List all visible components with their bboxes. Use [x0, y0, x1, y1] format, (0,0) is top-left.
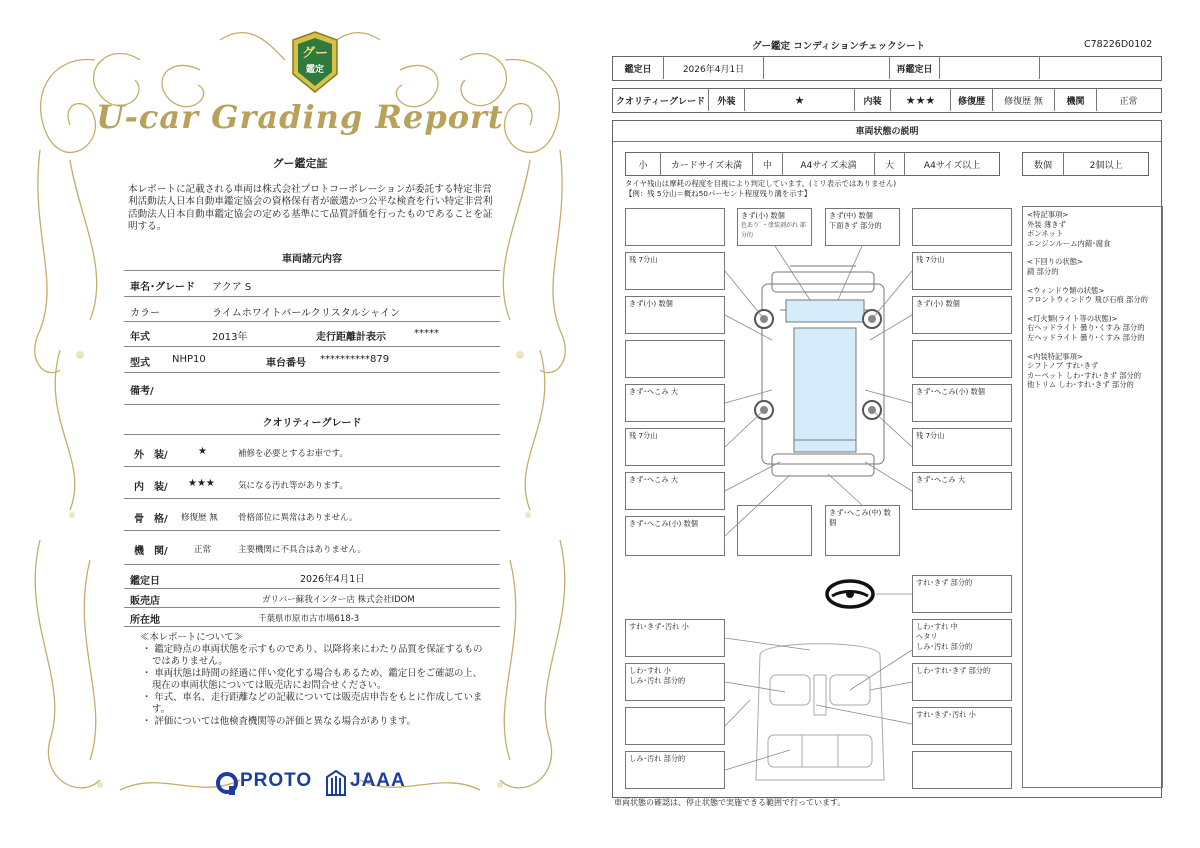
rear-seat-condition-box: しみ･汚れ 部分的: [625, 751, 725, 789]
appraisal-date-label: 鑑定日: [130, 576, 160, 587]
frame-value: 修復歴 無: [181, 513, 218, 523]
exterior-label: 外 装/: [134, 450, 168, 461]
special-notes-panel: [1022, 206, 1163, 788]
divider: [124, 346, 500, 347]
quality-grade-row: [612, 88, 1162, 113]
detail-line: 他トリム しわ･すれ･きず 部分的: [1027, 380, 1134, 390]
divider: [124, 270, 500, 271]
exterior-value: ★: [198, 446, 207, 457]
detail-line: <下回りの状態>: [1027, 257, 1084, 267]
size-mid-label: 中: [752, 153, 782, 175]
condition-text: きず(小) 数個: [741, 211, 785, 220]
badge-bottom-text: 鑑定: [305, 65, 324, 75]
condition-box-right-door: きず･へこみ(小) 数個: [912, 384, 1012, 422]
size-small-label: 小: [638, 160, 648, 171]
detail-line: 錆 部分的: [1027, 266, 1059, 276]
appraisal-date-row: [612, 56, 1162, 81]
shift-knob-condition-box: しわ･すれ･きず 部分的: [912, 663, 1012, 701]
tire-box-rear-left: 残 7分山: [625, 428, 725, 466]
tire-box-front-left: 残 7分山: [625, 252, 725, 290]
exterior-value: ★: [744, 89, 854, 111]
size-large-label: 大: [874, 153, 904, 175]
count-legend: [1022, 152, 1149, 176]
report-notes: [140, 632, 490, 728]
detail-line: <ウィンドウ類の状態>: [1027, 285, 1105, 295]
condition-box: [912, 751, 1012, 789]
sheet-title: グー鑑定 コンディションチェックシート: [752, 41, 926, 52]
detail-line: <内装特記事項>: [1027, 351, 1084, 361]
exterior-label: 外装: [708, 89, 744, 111]
note-item: ・ 車両状態は時間の経過に伴い変化する場合もあるため、鑑定日をご確認の上、現在の車両状態については販売店にお問合せください。: [142, 668, 483, 691]
note-item: ・ 年式、車名、走行距離などの記載については販売店申告をもとに作成しています。: [142, 692, 483, 715]
dealer-label: 販売店: [130, 596, 160, 607]
tire-note: タイヤ残山は摩耗の程度を目視により判定しています。(ミリ表示ではありません): [625, 179, 897, 188]
engine-value: 正常: [194, 545, 212, 555]
chassis-label: 車台番号: [266, 358, 306, 369]
vehicle-state-title: 車両状態の説明: [613, 122, 1161, 142]
year-label: 年式: [130, 332, 150, 343]
condition-text: しみ･汚れ 部分的: [629, 676, 686, 685]
detail-line: カーペット しわ･すれ･きず 部分的: [1027, 370, 1142, 380]
detail-line: <灯火類(ライト等の状態)>: [1027, 313, 1118, 323]
condition-box-front-right: [825, 208, 900, 246]
divider: [124, 530, 500, 531]
condition-box-rear: きず･へこみ(中) 数個: [825, 505, 900, 556]
blank-cell: [763, 57, 889, 79]
condition-text: しわ･すれ 小: [629, 666, 671, 675]
frame-label: 骨 格/: [134, 514, 168, 525]
appraisal-date-label: 鑑定日: [624, 64, 652, 75]
location-label: 所在地: [130, 615, 160, 626]
color-label: カラー: [130, 308, 160, 319]
tire-box-rear-right: 残 7分山: [912, 428, 1012, 466]
divider: [124, 498, 500, 499]
divider: [124, 626, 500, 627]
jaaa-logo-icon: [326, 770, 346, 796]
quality-grade-label: クオリティーグレード: [615, 96, 706, 107]
divider: [124, 434, 500, 435]
condition-box: [912, 208, 1012, 246]
detail-line: 左ヘッドライト 曇り･くすみ 部分的: [1027, 332, 1145, 342]
certificate-body: 本レポートに記載される車両は株式会社プロトコーポレーションが委託する特定非営利活動法人日本自動車鑑定協会の資格保有者が厳選かつ公平な検査を行い特定非営利活動法人日本自動車鑑定協会の定める基準にて品質評価を行ったものであることを証明する。: [128, 184, 493, 233]
engine-label: 機関: [1054, 89, 1096, 111]
engine-comment: 主要機関に不具合はありません。: [238, 545, 367, 555]
size-mid-desc: A4サイズ未満: [782, 153, 874, 175]
exterior-comment: 補修を必要とするお車です。: [238, 449, 348, 459]
detail-line: 右ヘッドライト 曇り･くすみ 部分的: [1027, 323, 1145, 333]
car-topview-diagram: [750, 264, 900, 494]
badge-top-text: グー: [301, 46, 328, 61]
condition-box-left-front: きず(小) 数個: [625, 296, 725, 334]
condition-box-left-door: きず･へこみ 大: [625, 384, 725, 422]
condition-text: きず(中) 数個: [829, 211, 873, 220]
spec-section-title: 車両諸元内容: [282, 254, 342, 265]
remarks-label: 備考/: [130, 386, 154, 397]
engine-value: 正常: [1096, 89, 1160, 111]
steering-wheel-icon: [824, 578, 876, 610]
reappraisal-date-value: [939, 57, 1039, 79]
interior-label: 内装: [854, 89, 890, 111]
detail-spacer: [1027, 343, 1158, 352]
jaaa-logo-text: JAAA: [350, 770, 406, 791]
size-small-desc: カードサイズ未満: [660, 153, 752, 175]
sheet-footer-note: 車両状態の確認は、停止状態で実施できる範囲で行っています。: [614, 798, 846, 807]
appraisal-date-value: 2026年4月1日: [300, 574, 365, 585]
name-grade-value: アクア S: [212, 282, 252, 293]
blank-cell: [1039, 57, 1160, 79]
odometer-value: *****: [414, 328, 439, 339]
notes-title: ≪本レポートについて≫: [140, 632, 243, 643]
interior-label: 内 装/: [134, 482, 168, 493]
sheet-id: C78226D0102: [1084, 39, 1153, 50]
divider: [124, 296, 500, 297]
chassis-value: **********879: [320, 354, 390, 365]
condition-box: [737, 505, 812, 556]
detail-spacer: [1027, 305, 1158, 314]
detail-spacer: [1027, 277, 1158, 286]
condition-text: しみ･汚れ 部分的: [916, 642, 973, 651]
condition-box-left-rear: きず･へこみ 大: [625, 472, 725, 510]
divider: [124, 404, 500, 405]
condition-box: [625, 707, 725, 745]
door-trim-condition-box: すれ･きず･汚れ 小: [912, 707, 1012, 745]
certificate-title: グー鑑定証: [272, 157, 328, 170]
proto-logo-text: PROTO: [240, 770, 313, 791]
count-label: 数個: [1033, 160, 1052, 171]
dealer-value: ガリバー蘇我インター店 株式会社IDOM: [262, 595, 415, 605]
quality-section-title: クオリティーグレード: [262, 418, 362, 429]
interior-comment: 気になる汚れ等があります。: [238, 481, 348, 491]
tire-example: 【例：残 5分山＝概ね50パーセント程度残り溝を示す】: [625, 189, 812, 198]
odometer-label: 走行距離計表示: [316, 332, 386, 343]
car-interior-diagram: [750, 635, 890, 785]
condition-box: [912, 340, 1012, 378]
detail-spacer: [1027, 248, 1158, 257]
note-item: ・ 評価については他検査機関等の評価と異なる場合があります。: [142, 716, 416, 727]
condition-box-right-rear: きず･へこみ 大: [912, 472, 1012, 510]
condition-box-right-front: きず(小) 数個: [912, 296, 1012, 334]
condition-box-rear-left: きず･へこみ(小) 数個: [625, 516, 725, 556]
note-item: ・ 鑑定時点の車両状態を示すものであり、以降将来にわたり品質を保証するものではありません。: [142, 644, 483, 667]
condition-box: [625, 208, 725, 246]
tire-box-front-right: 残 7分山: [912, 252, 1012, 290]
divider: [124, 321, 500, 322]
report-title: U-car Grading Report: [96, 98, 504, 136]
condition-check-sheet: [600, 0, 1200, 848]
name-grade-label: 車名･グレード: [130, 282, 195, 293]
year-value: 2013年: [212, 332, 248, 343]
condition-text: ヘタリ: [916, 632, 938, 641]
count-desc: 2個以上: [1063, 153, 1148, 175]
color-value: ライムホワイトパールクリスタルシャイン: [212, 308, 401, 319]
frame-comment: 骨格部位に異常はありません。: [238, 513, 358, 523]
detail-line: 外装 薄きず: [1027, 219, 1066, 229]
condition-box: [625, 340, 725, 378]
divider: [124, 588, 500, 589]
appraisal-date-value: 2026年4月1日: [663, 57, 763, 79]
divider: [124, 607, 500, 608]
detail-line: シフトノブ すれ･きず: [1027, 361, 1099, 371]
reappraisal-date-label: 再鑑定日: [889, 57, 939, 79]
condition-subtext: 色ありﾞ・塗装剥がれ 部分的: [741, 222, 806, 239]
proto-logo-icon: [216, 772, 238, 796]
condition-box-front-left: [737, 208, 812, 246]
repair-history-label: 修復歴: [950, 89, 992, 111]
location-value: 千葉県市原市古市場618-3: [258, 614, 360, 624]
divider: [124, 564, 500, 565]
dashboard-condition-box: すれ･きず･汚れ 小: [625, 619, 725, 657]
repair-history-value: 修復歴 無: [992, 89, 1054, 111]
condition-subtext: 下面きず 部分的: [829, 221, 882, 230]
detail-line: フロントウィンドウ 飛び石痕 部分的: [1027, 295, 1148, 305]
detail-line: <特記事項>: [1027, 210, 1069, 219]
model-value: NHP10: [172, 354, 206, 365]
model-label: 型式: [130, 358, 150, 369]
size-legend: [625, 152, 1000, 176]
condition-text: しわ･すれ 中: [916, 622, 958, 631]
detail-line: ボンネット: [1027, 229, 1064, 239]
steering-condition-box: すれ･きず 部分的: [912, 575, 1012, 613]
interior-value: ★★★: [188, 478, 215, 489]
detail-line: エンジンルーム内錆･腐食: [1027, 238, 1111, 248]
interior-value: ★★★: [890, 89, 950, 111]
engine-label: 機 関/: [134, 546, 168, 557]
divider: [124, 372, 500, 373]
divider: [124, 466, 500, 467]
driver-seat-condition-box: [912, 619, 1012, 657]
size-large-desc: A4サイズ以上: [904, 153, 999, 175]
passenger-seat-condition-box: [625, 663, 725, 701]
